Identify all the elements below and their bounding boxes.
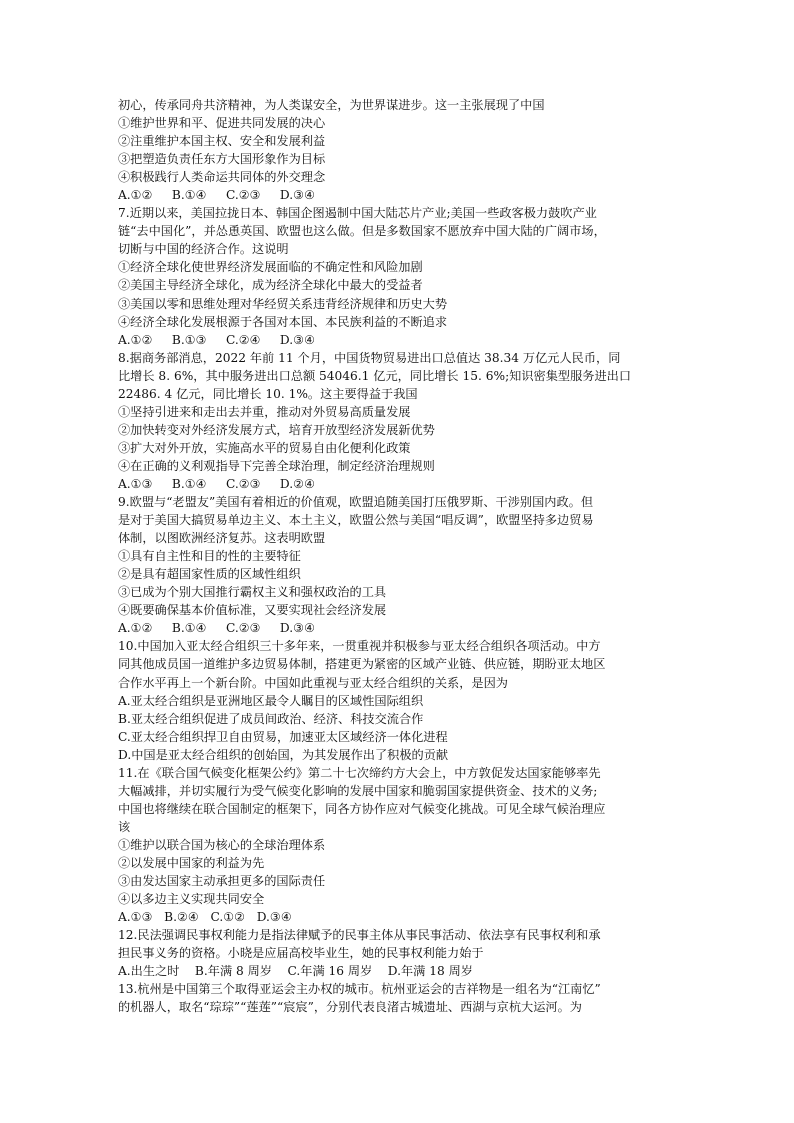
text-line: 大幅减排，并切实履行为受气候变化影响的发展中国家和脆弱国家提供资金、技术的义务; xyxy=(118,783,598,798)
option-line: ④经济全球化发展根源于各国对本国、本民族利益的不断追求 xyxy=(118,314,448,329)
text-line: 22486. 4 亿元，同比增长 10. 1%。这主要得益于我国 xyxy=(118,386,418,401)
option-line: ①坚持引进来和走出去并重，推动对外贸易高质量发展 xyxy=(118,404,411,419)
option-line: ④积极践行人类命运共同体的外交理念 xyxy=(118,170,326,185)
option-line: ④以多边主义实现共同安全 xyxy=(118,892,265,907)
option-line: ③扩大对外开放，实施高水平的贸易自由化便利化政策 xyxy=(118,440,411,455)
option-line: D.中国是亚太经合组织的创始国，为其发展作出了积极的贡献 xyxy=(118,747,449,762)
answer-choices: A.①② B.①③ C.②④ D.③④ xyxy=(118,332,315,347)
option-line: B.亚太经合组织促进了成员间政治、经济、科技交流合作 xyxy=(118,711,424,726)
text-line: 的机器人，取名“琮琮”“莲莲”“宸宸”，分别代表良渚古城遗址、西湖与京杭大运河。为 xyxy=(118,1000,582,1015)
option-line: C.亚太经合组织捍卫自由贸易，加速亚太区域经济一体化进程 xyxy=(118,729,448,744)
question-9-text: 9.欧盟与“老盟友”美国有着相近的价值观，欧盟追随美国打压俄罗斯、干涉别国内政。但 xyxy=(118,495,594,510)
option-line: ①维护世界和平、促进共同发展的决心 xyxy=(118,116,326,131)
text-line: 合作水平再上一个新台阶。中国如此重视与亚太经合组织的关系，是因为 xyxy=(118,675,508,690)
text-line: 体制，以图欧洲经济复苏。这表明欧盟 xyxy=(118,531,326,546)
text-line: 同其他成员国一道维护多边贸易体制，搭建更为紧密的区域产业链、供应链，期盼亚太地区 xyxy=(118,657,606,672)
option-line: ③由发达国家主动承担更多的国际责任 xyxy=(118,874,326,889)
text-line: 担民事义务的资格。小晓是应届高校毕业生，她的民事权利能力始于 xyxy=(118,946,484,961)
question-12-text: 12.民法强调民事权利能力是指法律赋予的民事主体从事民事活动、依法享有民事权利和承 xyxy=(118,928,601,943)
text-line: 是对于美国大搞贸易单边主义、本土主义，欧盟公然与美国“唱反调”，欧盟坚持多边贸易 xyxy=(118,513,594,528)
option-line: ②以发展中国家的利益为先 xyxy=(118,855,265,870)
answer-choices: A.出生之时 B.年满 8 周岁 C.年满 16 周岁 D.年满 18 周岁 xyxy=(118,964,473,979)
question-11-text: 11.在《联合国气候变化框架公约》第二十七次缔约方大会上，中方敦促发达国家能够率先 xyxy=(118,765,601,780)
option-line: ③把塑造负责任东方大国形象作为目标 xyxy=(118,152,326,167)
option-line: ①维护以联合国为核心的全球治理体系 xyxy=(118,837,326,852)
option-line: ③美国以零和思维处理对华经贸关系违背经济规律和历史大势 xyxy=(118,296,448,311)
option-line: ④在正确的义利观指导下完善全球治理，制定经济治理规则 xyxy=(118,458,435,473)
option-line: ③已成为个别大国推行霸权主义和强权政治的工具 xyxy=(118,585,387,600)
text-line: 中国也将继续在联合国制定的框架下，同各方协作应对气候变化挑战。可见全球气候治理应 xyxy=(118,801,606,816)
question-7-text: 7.近期以来，美国拉拢日本、韩国企图遏制中国大陆芯片产业;美国一些政客极力鼓吹产业 xyxy=(118,206,597,221)
text-line: 初心，传承同舟共济精神，为人类谋安全，为世界谋进步。这一主张展现了中国 xyxy=(118,98,545,112)
option-line: ②注重维护本国主权、安全和发展利益 xyxy=(118,134,326,149)
question-8-text: 8.据商务部消息，2022 年前 11 个月，中国货物贸易进出口总值达 38.34 万亿元人民币，同 xyxy=(118,350,621,365)
answer-choices: A.①② B.①④ C.②③ D.③④ xyxy=(118,188,315,203)
answer-choices: A.①② B.①④ C.②③ D.③④ xyxy=(118,621,315,636)
question-13-text: 13.杭州是中国第三个取得亚运会主办权的城市。杭州亚运会的吉祥物是一组名为“江南忆” xyxy=(118,982,601,997)
text-line: 该 xyxy=(118,819,131,834)
option-line: A.亚太经合组织是亚洲地区最令人瞩目的区域性国际组织 xyxy=(118,693,424,708)
option-line: ②是具有超国家性质的区域性组织 xyxy=(118,567,301,582)
text-line: 比增长 8. 6%，其中服务进出口总额 54046.1 亿元，同比增长 15. 6%;知识密集型服务进出口 xyxy=(118,368,632,383)
answer-choices: A.①③ B.②④ C.①② D.③④ xyxy=(118,910,292,925)
option-line: ①经济全球化使世界经济发展面临的不确定性和风险加剧 xyxy=(118,260,423,275)
option-line: ②加快转变对外经济发展方式，培育开放型经济发展新优势 xyxy=(118,422,435,437)
option-line: ①具有自主性和目的性的主要特征 xyxy=(118,549,301,564)
answer-choices: A.①③ B.①④ C.②③ D.②④ xyxy=(118,476,315,491)
exam-page xyxy=(118,96,680,1016)
option-line: ④既要确保基本价值标准，又要实现社会经济发展 xyxy=(118,603,387,618)
option-line: ②美国主导经济全球化，成为经济全球化中最大的受益者 xyxy=(118,278,423,293)
text-line: 链“去中国化”，并怂恿英国、欧盟也这么做。但是多数国家不愿放弃中国大陆的广阔市场， xyxy=(118,224,606,239)
question-10-text: 10.中国加入亚太经合组织三十多年来，一贯重视并积极参与亚太经合组织各项活动。中方 xyxy=(118,639,601,654)
text-line: 切断与中国的经济合作。这说明 xyxy=(118,242,289,257)
